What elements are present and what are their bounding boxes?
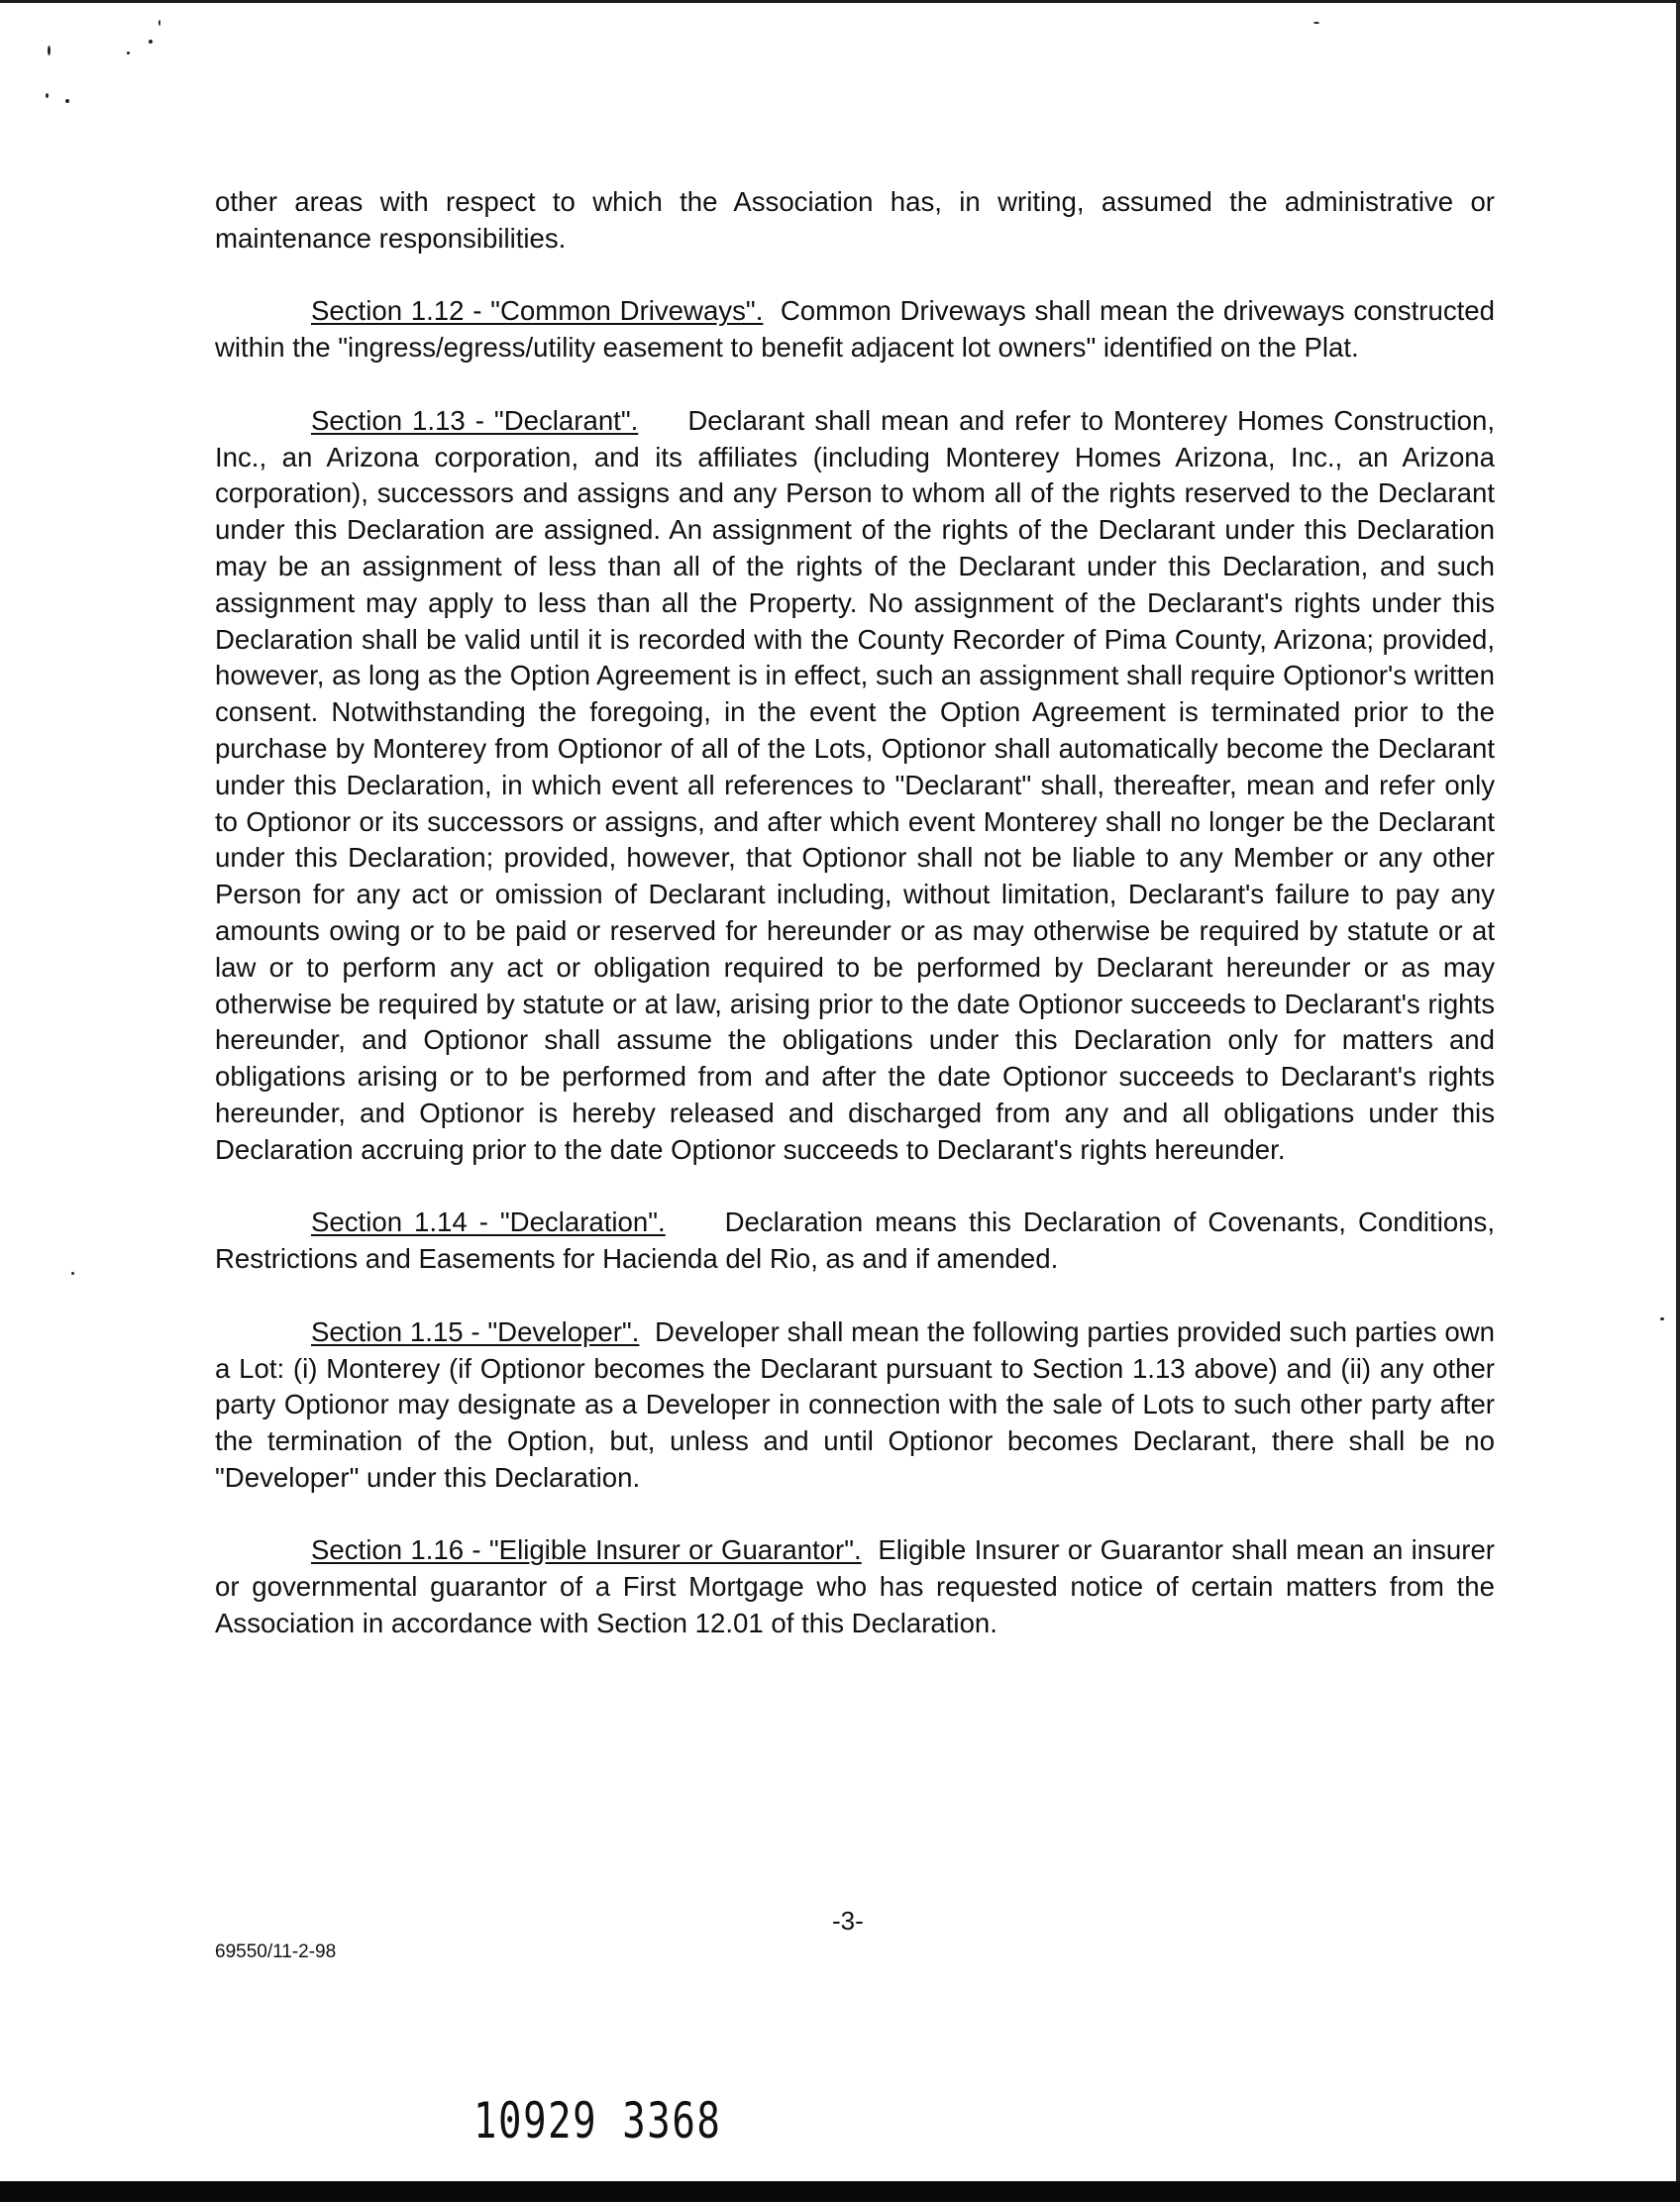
scan-speck [158, 20, 160, 26]
scan-right-edge [1676, 0, 1680, 2202]
section-1-16 [215, 1532, 1495, 1641]
scan-speck [65, 99, 69, 103]
section-heading: Section 1.13 - "Declarant". [311, 404, 639, 436]
scan-top-edge [0, 0, 1680, 3]
section-1-12 [215, 293, 1495, 367]
section-1-13 [215, 403, 1495, 1169]
scan-bottom-edge [0, 2181, 1680, 2202]
section-body: Developer shall mean the following parties provided such parties own a Lot: (i) Monterey (if Optionor becomes the Declarant pursuant to Section 1.13 above) and (ii) any other party Optionor may designate as a Developer in connection with the sale of Lots to such other party after the termination of the Option, but, unless and until Optionor becomes Declarant, there shall be no "Developer" under this Declaration. [215, 1315, 1495, 1493]
scan-speck [71, 1272, 74, 1275]
section-heading: Section 1.14 - "Declaration". [311, 1206, 666, 1238]
scan-speck [1313, 22, 1319, 24]
section-body: Declarant shall mean and refer to Monterey Homes Construction, Inc., an Arizona corporation, and its affiliates (including Monterey Homes Arizona, Inc., an Arizona corporation), successors and assigns and any Person to whom all of the rights reserved to the Declarant under this Declaration are assigned. An assignment of the rights of the Declarant under this Declaration may be an assignment of less than all of the rights of the Declarant under this Declaration, and such assignment may apply to less than all the Property. No assignment of the Declarant's rights under this Declaration shall be valid until it is recorded with the County Recorder of Pima County, Arizona; provided, however, as long as the Option Agreement is in effect, such an assignment shall require Optionor's written consent. Notwithstanding the foregoing, in the event the Option Agreement is terminated prior to the purchase by Monterey from Optionor of all of the Lots, Optionor shall automatically become the Declarant under this Declaration, in which event all references to "Declarant" shall, thereafter, mean and refer only to Optionor or its successors or assigns, and after which event Monterey shall no longer be the Declarant under this Declaration; provided, however, that Optionor shall not be liable to any Member or any other Person for any act or omission of Declarant including, without limitation, Declarant's failure to pay any amounts owing or to be paid or reserved for hereunder or as may otherwise be required by statute or at law or to perform any act or obligation required to be performed by Declarant hereunder or as may otherwise be required by statute or at law, arising prior to the date Optionor succeeds to Declarant's rights hereunder, and Optionor shall assume the obligations under this Declaration only for matters and obligations arising or to be performed from and after the date Optionor succeeds to Declarant's rights hereunder, and Optionor is hereby released and discharged from any and all obligations under this Declaration accruing prior to the date Optionor succeeds to Declarant's rights hereunder. [215, 404, 1495, 1165]
section-1-15 [215, 1314, 1495, 1497]
section-heading: Section 1.15 - "Developer". [311, 1315, 640, 1347]
section-1-14 [215, 1205, 1495, 1278]
page-number: -3- [832, 1906, 864, 1936]
scan-speck [48, 46, 51, 55]
scan-speck [46, 93, 49, 98]
scan-speck [149, 40, 153, 44]
scan-speck [127, 52, 130, 54]
section-heading: Section 1.16 - "Eligible Insurer or Guarantor". [311, 1534, 862, 1566]
scan-speck [1660, 1317, 1664, 1320]
document-reference: 69550/11-2-98 [215, 1941, 337, 1962]
section-body: Common Driveways shall mean the driveways constructed within the "ingress/egress/utility easement to benefit adjacent lot owners" identified on the Plat. [215, 295, 1495, 364]
recording-number: 10929 3368 [473, 2092, 722, 2150]
document-body [215, 184, 1495, 1679]
section-body: Eligible Insurer or Guarantor shall mean an insurer or governmental guarantor of a First Mortgage who has requested notice of certain matters from the Association in accordance with Section 12.01 of this Declaration. [215, 1534, 1495, 1639]
intro-paragraph: other areas with respect to which the Association has, in writing, assumed the administrative or maintenance responsibilities. [215, 186, 1495, 254]
section-heading: Section 1.12 - "Common Driveways". [311, 295, 764, 327]
section-body: Declaration means this Declaration of Covenants, Conditions, Restrictions and Easements for Hacienda del Rio, as and if amended. [215, 1206, 1496, 1275]
